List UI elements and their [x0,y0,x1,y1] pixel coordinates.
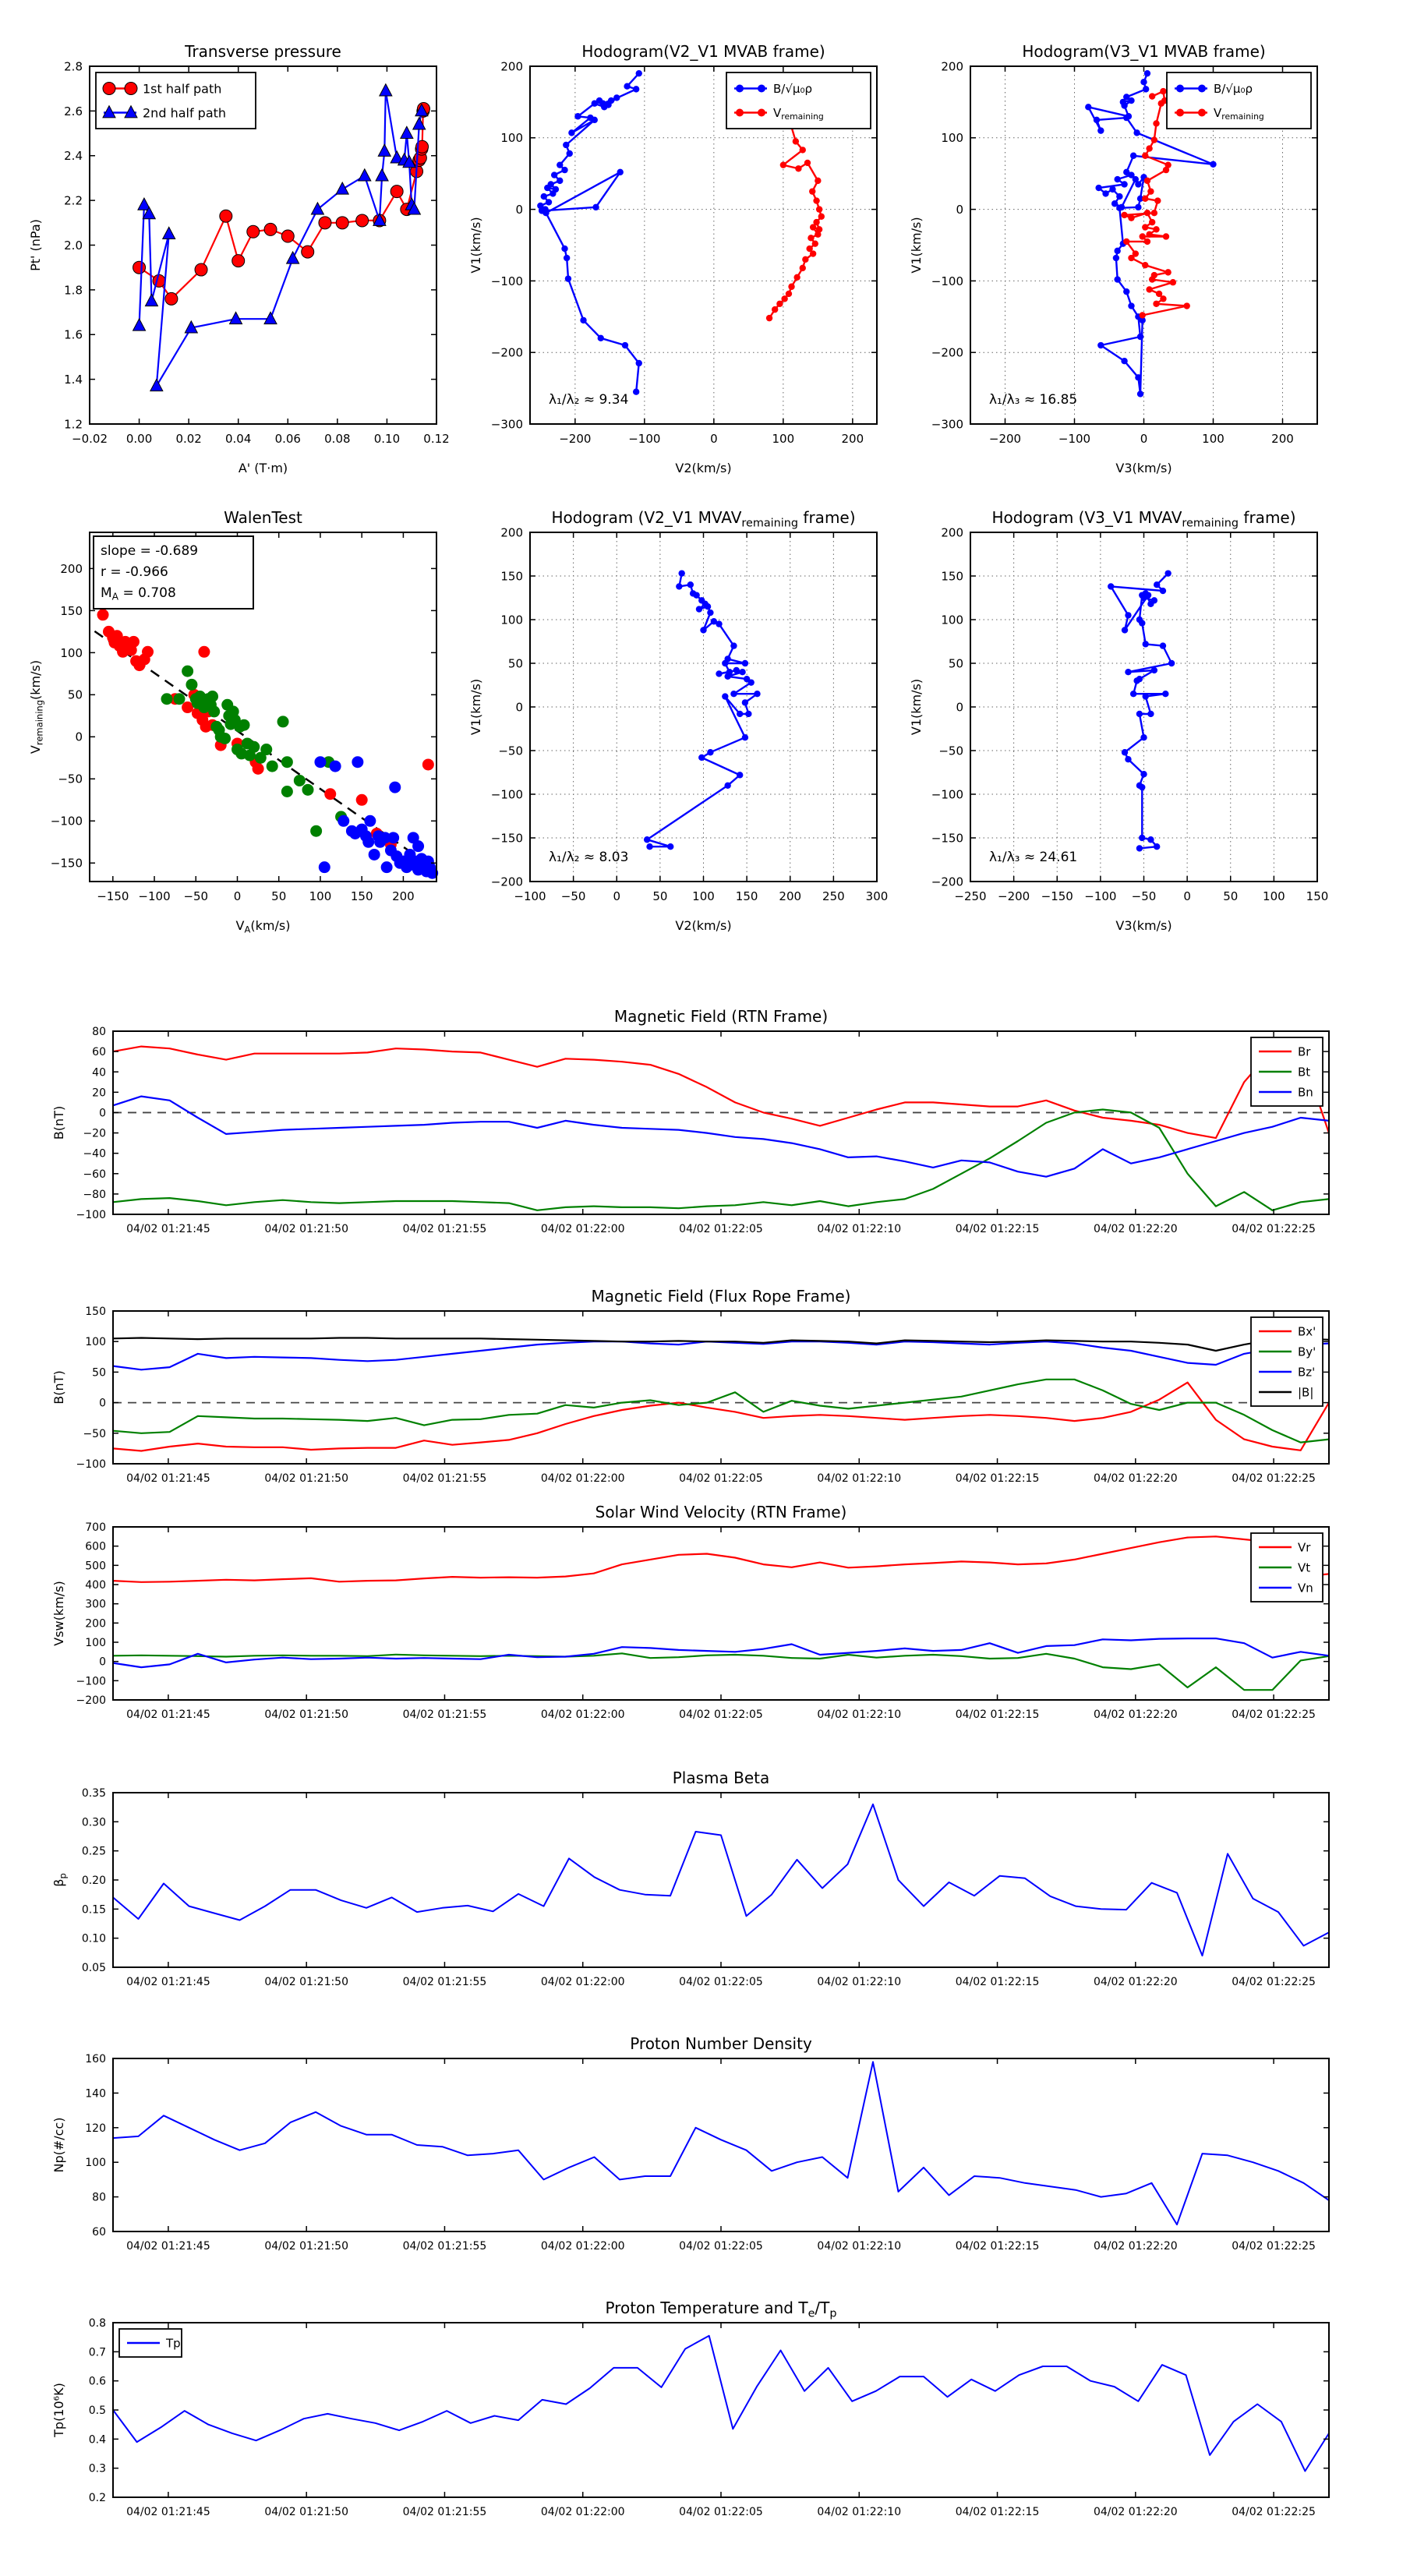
svg-text:0.3: 0.3 [88,2462,106,2475]
svg-text:−250: −250 [954,889,987,903]
svg-text:04/02 01:21:55: 04/02 01:21:55 [402,1223,487,1235]
svg-text:−200: −200 [559,432,592,446]
svg-text:40: 40 [92,1066,106,1080]
svg-text:−200: −200 [490,875,523,889]
svg-text:B/√μ₀ρ: B/√μ₀ρ [1214,81,1253,96]
magnetic-field-rtn-chart [51,1007,1329,1235]
svg-text:−100: −100 [50,814,83,829]
svg-text:100: 100 [772,432,795,446]
svg-text:V2(km/s): V2(km/s) [675,461,732,475]
svg-text:50: 50 [271,889,287,903]
svg-text:04/02 01:21:45: 04/02 01:21:45 [126,1976,210,1988]
svg-text:04/02 01:22:00: 04/02 01:22:00 [540,2506,625,2518]
svg-text:100: 100 [941,131,963,146]
svg-text:200: 200 [392,889,415,903]
svg-text:0.15: 0.15 [81,1903,106,1917]
svg-text:−150: −150 [1041,889,1073,903]
svg-text:Transverse pressure: Transverse pressure [185,42,341,61]
svg-text:04/02 01:22:20: 04/02 01:22:20 [1093,1223,1178,1235]
svg-text:−150: −150 [97,889,129,903]
svg-text:0.05: 0.05 [81,1962,106,1975]
svg-text:Proton Temperature and Te/Tp: Proton Temperature and $T_e/T_p$ [605,2299,837,2320]
svg-text:1.6: 1.6 [64,327,83,342]
svg-text:0.35: 0.35 [81,1787,106,1800]
svg-text:04/02 01:22:10: 04/02 01:22:10 [817,2240,902,2253]
svg-text:Hodogram (V2_V1 MVAVremaining: Hodogram (V2_V1 $MVAV_{remaining}$ frame) [551,508,856,530]
svg-text:V1(km/s): V1(km/s) [468,217,483,274]
svg-text:04/02 01:22:10: 04/02 01:22:10 [817,1708,902,1721]
transverse-pressure-chart [28,42,450,475]
svg-text:100: 100 [941,613,963,627]
svg-text:04/02 01:22:10: 04/02 01:22:10 [817,2506,902,2518]
svg-text:Plasma Beta: Plasma Beta [672,1769,770,1787]
svg-text:0.30: 0.30 [81,1816,106,1829]
svg-text:200: 200 [85,1617,106,1631]
svg-text:Bt: Bt [1298,1065,1311,1080]
svg-text:−300: −300 [931,417,963,432]
svg-text:150: 150 [941,569,963,584]
svg-text:04/02 01:22:00: 04/02 01:22:00 [540,2240,625,2253]
svg-text:150: 150 [1306,889,1329,903]
svg-text:Magnetic Field (Flux Rope Fram: Magnetic Field (Flux Rope Frame) [591,1287,851,1306]
svg-text:0: 0 [515,203,523,217]
svg-text:140: 140 [85,2087,106,2101]
svg-text:200: 200 [1271,432,1294,446]
svg-text:300: 300 [865,889,889,903]
svg-text:V1(km/s): V1(km/s) [909,678,924,736]
svg-text:04/02 01:21:55: 04/02 01:21:55 [402,2506,487,2518]
svg-text:WalenTest: WalenTest [224,508,302,527]
svg-text:−200: −200 [931,875,963,889]
svg-text:04/02 01:22:10: 04/02 01:22:10 [817,1976,902,1988]
svg-text:150: 150 [735,889,758,903]
svg-text:04/02 01:21:55: 04/02 01:21:55 [402,2240,487,2253]
svg-text:100: 100 [500,613,523,627]
svg-text:Np(#/cc): Np(#/cc) [51,2117,66,2173]
svg-text:250: 250 [822,889,845,903]
svg-text:−100: −100 [490,787,523,802]
svg-text:−150: −150 [931,831,963,846]
svg-text:04/02 01:22:15: 04/02 01:22:15 [955,1223,1040,1235]
svg-text:Bx': Bx' [1298,1324,1316,1339]
svg-text:150: 150 [60,603,83,618]
svg-text:04/02 01:22:10: 04/02 01:22:10 [817,1223,902,1235]
svg-text:V3(km/s): V3(km/s) [1115,918,1172,933]
svg-text:20: 20 [92,1087,106,1100]
svg-text:λ₁/λ₃ ≈ 16.85: λ₁/λ₃ ≈ 16.85 [989,392,1078,408]
hodogram-v2v1-mvav-chart [468,508,888,933]
svg-text:0: 0 [233,889,242,903]
svg-text:1.2: 1.2 [64,417,83,432]
svg-text:B(nT): B(nT) [51,1105,66,1140]
svg-text:80: 80 [92,1026,106,1039]
svg-text:04/02 01:22:00: 04/02 01:22:00 [540,1223,625,1235]
svg-text:04/02 01:22:15: 04/02 01:22:15 [955,1708,1040,1721]
svg-text:V1(km/s): V1(km/s) [909,217,924,274]
svg-text:100: 100 [85,1637,106,1650]
svg-text:0.04: 0.04 [225,432,252,446]
svg-text:0.10: 0.10 [81,1932,106,1945]
svg-text:−50: −50 [183,889,209,903]
svg-text:04/02 01:21:45: 04/02 01:21:45 [126,2240,210,2253]
svg-text:04/02 01:22:15: 04/02 01:22:15 [955,1976,1040,1988]
plasma-beta-chart [51,1769,1329,1988]
svg-text:−100: −100 [931,787,963,802]
svg-text:λ₁/λ₂ ≈ 9.34: λ₁/λ₂ ≈ 9.34 [549,392,629,408]
svg-text:2.6: 2.6 [64,104,83,118]
svg-text:300: 300 [85,1598,106,1611]
svg-text:04/02 01:21:45: 04/02 01:21:45 [126,2506,210,2518]
svg-text:04/02 01:21:50: 04/02 01:21:50 [264,1472,349,1485]
solar-wind-velocity-chart [51,1503,1329,1721]
svg-text:04/02 01:21:50: 04/02 01:21:50 [264,2240,349,2253]
svg-text:04/02 01:22:25: 04/02 01:22:25 [1232,2506,1316,2518]
svg-text:2nd half path: 2nd half path [143,105,227,121]
svg-text:500: 500 [85,1560,106,1573]
svg-text:0: 0 [515,700,523,715]
svg-text:50: 50 [507,656,523,671]
svg-text:−100: −100 [76,1209,106,1222]
svg-text:200: 200 [941,525,963,540]
svg-text:A' (T·m): A' (T·m) [238,461,288,475]
svg-text:04/02 01:21:50: 04/02 01:21:50 [264,2506,349,2518]
svg-text:−100: −100 [1084,889,1117,903]
svg-text:βp: $\beta_p$ [51,1873,69,1887]
svg-text:−200: −200 [490,345,523,360]
svg-text:MA = 0.708: $M_A = 0.708$ [101,585,176,602]
svg-text:04/02 01:22:25: 04/02 01:22:25 [1232,1708,1316,1721]
svg-text:−50: −50 [1131,889,1157,903]
svg-text:−100: −100 [76,1675,106,1688]
svg-text:−100: −100 [931,274,963,288]
svg-text:0.20: 0.20 [81,1875,106,1888]
svg-text:0.7: 0.7 [88,2346,106,2359]
svg-text:200: 200 [500,525,523,540]
svg-text:Hodogram(V2_V1 MVAB frame): Hodogram(V2_V1 MVAB frame) [581,42,825,61]
svg-text:0: 0 [1183,889,1191,903]
hodogram-v2v1-mvab-chart [468,42,877,475]
svg-text:−200: −200 [998,889,1030,903]
svg-text:150: 150 [350,889,373,903]
svg-text:0: 0 [613,889,621,903]
svg-text:04/02 01:22:05: 04/02 01:22:05 [679,1976,763,1988]
svg-text:Pt' (nPa): Pt' (nPa) [28,219,43,271]
svg-text:2.0: 2.0 [64,238,83,253]
svg-text:−200: −200 [988,432,1022,446]
svg-text:04/02 01:22:05: 04/02 01:22:05 [679,1472,763,1485]
svg-text:0: 0 [1140,432,1148,446]
svg-text:0.6: 0.6 [88,2375,106,2388]
svg-text:λ₁/λ₃ ≈ 24.61: λ₁/λ₃ ≈ 24.61 [989,850,1078,865]
svg-text:Vsw(km/s): Vsw(km/s) [51,1581,66,1646]
svg-text:0: 0 [710,432,718,446]
svg-text:04/02 01:21:45: 04/02 01:21:45 [126,1472,210,1485]
svg-text:50: 50 [92,1366,106,1380]
svg-text:Br: Br [1298,1044,1311,1059]
svg-text:V1(km/s): V1(km/s) [468,678,483,736]
svg-text:0.12: 0.12 [423,432,450,446]
svg-text:100: 100 [500,131,523,146]
svg-text:04/02 01:22:20: 04/02 01:22:20 [1093,1708,1178,1721]
hodogram-v3v1-mvav-chart [909,508,1328,933]
svg-text:−100: −100 [1058,432,1091,446]
svg-text:50: 50 [652,889,668,903]
svg-text:Solar Wind Velocity (RTN Frame: Solar Wind Velocity (RTN Frame) [595,1503,847,1521]
svg-text:V3(km/s): V3(km/s) [1115,461,1172,475]
svg-text:−100: −100 [76,1458,106,1472]
svg-text:0.06: 0.06 [274,432,301,446]
svg-text:04/02 01:22:25: 04/02 01:22:25 [1232,2240,1316,2253]
hodogram-v3v1-mvab-chart [909,42,1317,475]
svg-text:100: 100 [1263,889,1285,903]
svg-text:50: 50 [948,656,963,671]
svg-text:04/02 01:21:55: 04/02 01:21:55 [402,1472,487,1485]
magnetic-field-flux-rope-chart [51,1287,1329,1485]
svg-text:2.8: 2.8 [64,59,83,74]
svg-text:04/02 01:22:20: 04/02 01:22:20 [1093,2240,1178,2253]
svg-text:04/02 01:21:45: 04/02 01:21:45 [126,1708,210,1721]
svg-text:0.4: 0.4 [88,2433,106,2447]
svg-text:04/02 01:22:20: 04/02 01:22:20 [1093,1976,1178,1988]
svg-text:100: 100 [85,2157,106,2170]
svg-text:04/02 01:22:20: 04/02 01:22:20 [1093,2506,1178,2518]
svg-text:04/02 01:21:50: 04/02 01:21:50 [264,1708,349,1721]
svg-text:−200: −200 [76,1694,106,1708]
svg-text:200: 200 [841,432,864,446]
svg-text:160: 160 [85,2053,106,2066]
svg-text:100: 100 [85,1336,106,1349]
svg-text:04/02 01:22:05: 04/02 01:22:05 [679,2506,763,2518]
svg-text:120: 120 [85,2122,106,2135]
svg-text:04/02 01:22:25: 04/02 01:22:25 [1232,1223,1316,1235]
svg-text:−20: −20 [83,1127,106,1140]
svg-text:slope = -0.689: slope = -0.689 [101,543,199,559]
svg-text:04/02 01:21:55: 04/02 01:21:55 [402,1976,487,1988]
svg-text:Tp(10⁶K): Tp(10⁶K) [51,2383,66,2437]
svg-text:0: 0 [75,730,83,744]
svg-text:0.10: 0.10 [373,432,401,446]
svg-text:200: 200 [941,59,963,74]
svg-text:0: 0 [956,700,963,715]
svg-text:−60: −60 [83,1168,106,1181]
svg-text:−50: −50 [938,744,963,758]
svg-text:−150: −150 [490,831,523,846]
svg-text:200: 200 [60,561,83,576]
svg-text:2.4: 2.4 [64,149,83,164]
svg-text:60: 60 [92,1046,106,1059]
svg-text:2.2: 2.2 [64,193,83,208]
svg-text:600: 600 [85,1540,106,1553]
svg-text:0.08: 0.08 [324,432,351,446]
svg-text:Vn: Vn [1298,1581,1313,1595]
svg-text:−40: −40 [83,1147,106,1161]
svg-text:0.5: 0.5 [88,2405,106,2418]
svg-text:−200: −200 [931,345,963,360]
svg-text:04/02 01:22:20: 04/02 01:22:20 [1093,1472,1178,1485]
svg-text:λ₁/λ₂ ≈ 8.03: λ₁/λ₂ ≈ 8.03 [549,850,629,865]
svg-text:1.8: 1.8 [64,283,83,298]
svg-text:Tp: Tp [166,2336,181,2351]
svg-text:04/02 01:22:15: 04/02 01:22:15 [955,2240,1040,2253]
svg-text:04/02 01:22:15: 04/02 01:22:15 [955,2506,1040,2518]
svg-text:−50: −50 [83,1427,106,1440]
svg-text:04/02 01:22:10: 04/02 01:22:10 [817,1472,902,1485]
svg-text:150: 150 [85,1306,106,1319]
svg-text:700: 700 [85,1521,106,1535]
svg-text:100: 100 [60,645,83,660]
svg-text:50: 50 [67,687,83,702]
svg-text:−80: −80 [83,1188,106,1201]
svg-text:400: 400 [85,1579,106,1592]
svg-text:200: 200 [779,889,802,903]
svg-text:04/02 01:21:45: 04/02 01:21:45 [126,1223,210,1235]
svg-text:Hodogram(V3_V1 MVAB frame): Hodogram(V3_V1 MVAB frame) [1022,42,1266,61]
svg-text:−50: −50 [498,744,523,758]
svg-text:−50: −50 [58,772,83,786]
svg-text:04/02 01:22:05: 04/02 01:22:05 [679,2240,763,2253]
svg-text:0.8: 0.8 [88,2317,106,2330]
svg-text:04/02 01:22:25: 04/02 01:22:25 [1232,1472,1316,1485]
svg-text:0.00: 0.00 [125,432,153,446]
proton-temperature-chart [51,2299,1329,2518]
svg-text:100: 100 [692,889,715,903]
svg-text:Vremaining: $V_{remaining}$ [773,105,824,122]
svg-text:1.4: 1.4 [64,373,83,387]
svg-text:r = -0.966: r = -0.966 [101,564,168,580]
svg-text:80: 80 [92,2191,106,2204]
svg-text:Vremaining: $V_{remaining}$ [1214,105,1264,122]
svg-text:−50: −50 [560,889,586,903]
svg-text:04/02 01:21:50: 04/02 01:21:50 [264,1223,349,1235]
svg-text:200: 200 [500,59,523,74]
svg-text:0.25: 0.25 [81,1845,106,1858]
svg-text:−100: −100 [138,889,171,903]
svg-text:Proton Number Density: Proton Number Density [630,2034,812,2053]
svg-text:04/02 01:22:00: 04/02 01:22:00 [540,1472,625,1485]
svg-text:B/√μ₀ρ: B/√μ₀ρ [773,81,812,96]
svg-text:04/02 01:22:00: 04/02 01:22:00 [540,1976,625,1988]
svg-text:|B|: |B| [1298,1385,1314,1400]
svg-text:100: 100 [1202,432,1225,446]
svg-text:150: 150 [500,569,523,584]
svg-text:Vt: Vt [1298,1560,1311,1575]
walen-test-chart [28,508,438,935]
svg-text:B(nT): B(nT) [51,1370,66,1405]
svg-text:Bn: Bn [1298,1085,1313,1100]
svg-text:0.02: 0.02 [175,432,202,446]
svg-text:−100: −100 [514,889,546,903]
svg-text:V2(km/s): V2(km/s) [675,918,732,933]
svg-text:By': By' [1298,1345,1316,1359]
svg-text:−0.02: −0.02 [72,432,108,446]
svg-text:1st half path: 1st half path [143,81,222,97]
proton-number-density-chart [51,2034,1329,2253]
svg-text:0: 0 [956,203,963,217]
svg-text:04/02 01:22:15: 04/02 01:22:15 [955,1472,1040,1485]
svg-text:100: 100 [309,889,332,903]
svg-text:50: 50 [1223,889,1239,903]
svg-text:−150: −150 [50,856,83,871]
svg-text:04/02 01:21:50: 04/02 01:21:50 [264,1976,349,1988]
svg-text:04/02 01:22:25: 04/02 01:22:25 [1232,1976,1316,1988]
svg-text:0: 0 [99,1655,106,1669]
svg-text:0: 0 [99,1397,106,1410]
svg-text:60: 60 [92,2226,106,2239]
svg-text:−100: −100 [628,432,661,446]
svg-text:04/02 01:21:55: 04/02 01:21:55 [402,1708,487,1721]
svg-text:−100: −100 [490,274,523,288]
svg-text:Magnetic Field (RTN Frame): Magnetic Field (RTN Frame) [613,1007,829,1026]
svg-text:0.2: 0.2 [88,2492,106,2505]
svg-text:Hodogram (V3_V1 MVAVremaining: Hodogram (V3_V1 $MVAV_{remaining}$ frame) [991,508,1296,530]
svg-text:0: 0 [99,1107,106,1120]
svg-text:04/02 01:22:05: 04/02 01:22:05 [679,1708,763,1721]
svg-text:VA(km/s): $V_A(km/s)$ [235,918,291,935]
svg-text:Vr: Vr [1298,1540,1311,1555]
svg-text:Vremaining(km/s): $V_{remaining}(km/s)$ [28,659,45,754]
svg-text:−300: −300 [490,417,523,432]
svg-text:Bz': Bz' [1298,1365,1316,1380]
svg-text:04/02 01:22:00: 04/02 01:22:00 [540,1708,625,1721]
svg-text:04/02 01:22:05: 04/02 01:22:05 [679,1223,763,1235]
